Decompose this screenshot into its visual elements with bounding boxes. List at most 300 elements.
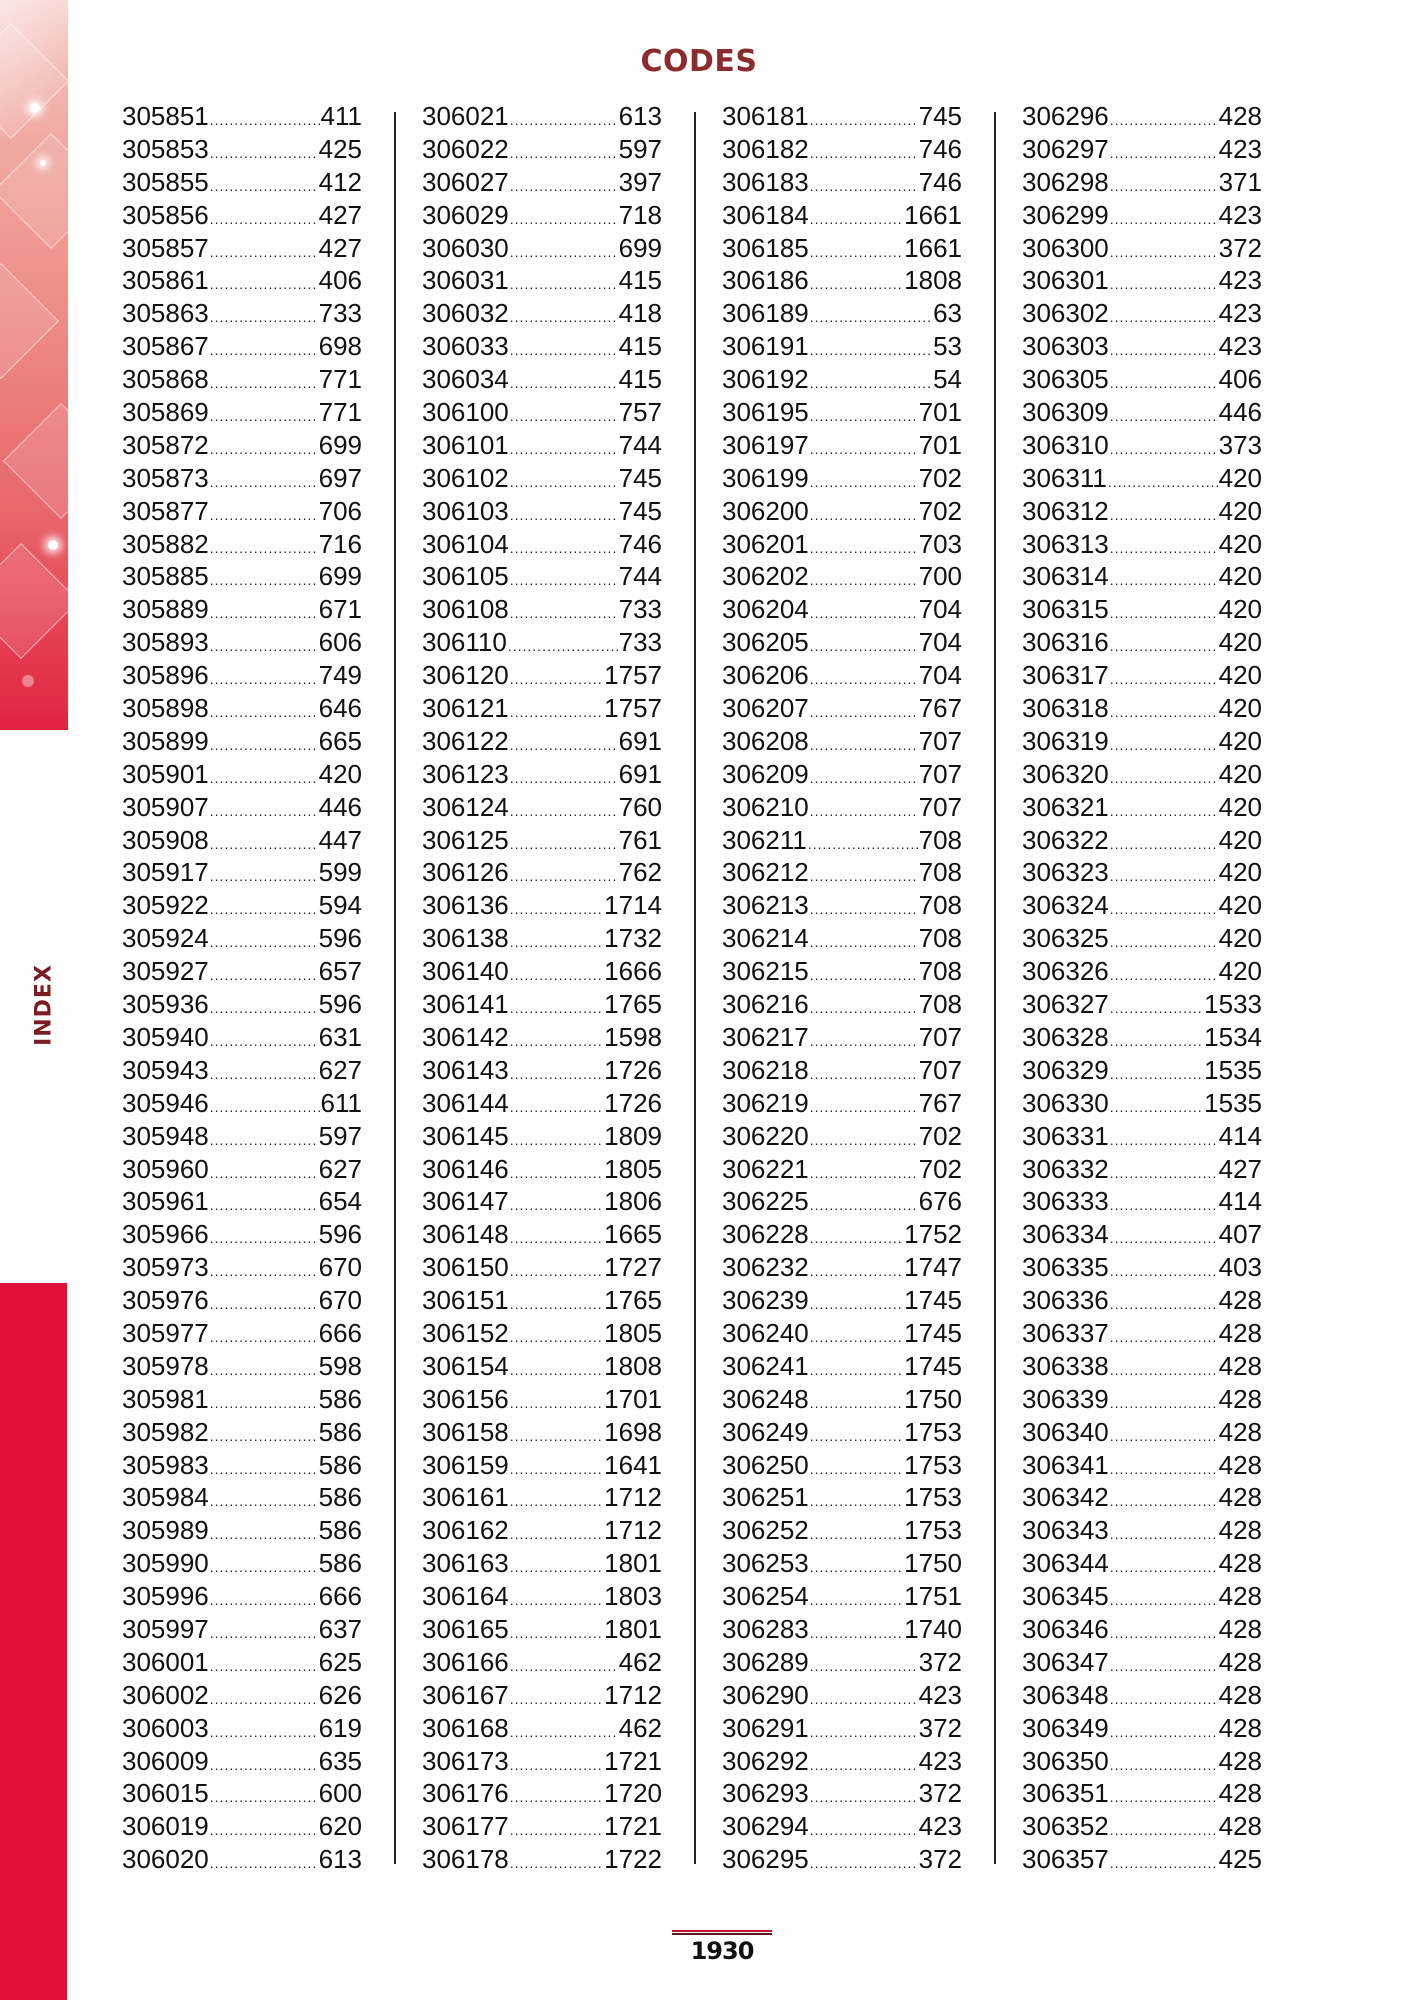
- product-code: 306320: [1022, 758, 1109, 789]
- index-entry: [722, 1350, 962, 1383]
- dot-leader: [210, 104, 320, 133]
- index-entry: [422, 1317, 662, 1350]
- product-code: 306101: [422, 429, 509, 460]
- index-entry: [422, 100, 662, 133]
- product-code: 305936: [122, 989, 209, 1020]
- page-reference: 1712: [604, 1515, 662, 1546]
- dot-leader: [1110, 959, 1218, 988]
- dot-leader: [210, 1683, 318, 1712]
- dot-leader: [510, 795, 618, 824]
- index-entry: [422, 1350, 662, 1383]
- page-reference: 428: [1218, 1449, 1262, 1480]
- index-entry: [722, 692, 962, 725]
- index-entry: [1022, 659, 1262, 692]
- product-code: 306345: [1022, 1581, 1109, 1612]
- page-number: 1930: [690, 1937, 754, 1965]
- dot-leader: [1110, 762, 1218, 791]
- product-code: 306241: [722, 1350, 809, 1381]
- decorative-light-dot: [40, 160, 46, 166]
- product-code: 306147: [422, 1186, 509, 1217]
- index-entry: [1022, 264, 1262, 297]
- index-entry: [1022, 1777, 1262, 1810]
- product-code: 306309: [1022, 397, 1109, 428]
- dot-leader: [810, 1124, 918, 1153]
- index-entry: [422, 1449, 662, 1482]
- page-reference: 423: [918, 1745, 962, 1776]
- dot-leader: [510, 137, 618, 166]
- dot-leader: [810, 532, 918, 561]
- product-code: 306327: [1022, 989, 1109, 1020]
- index-entry: [122, 1679, 362, 1712]
- index-entry: [422, 133, 662, 166]
- product-code: 306001: [122, 1646, 209, 1677]
- dot-leader: [510, 762, 618, 791]
- page-reference: 415: [618, 364, 662, 395]
- dot-leader: [510, 1157, 603, 1186]
- index-entry: [122, 1218, 362, 1251]
- index-entry: [422, 1646, 662, 1679]
- page-reference: 1661: [904, 199, 962, 230]
- product-code: 306212: [722, 857, 809, 888]
- product-code: 305997: [122, 1613, 209, 1644]
- product-code: 306217: [722, 1021, 809, 1052]
- product-code: 305896: [122, 660, 209, 691]
- index-entry: [122, 856, 362, 889]
- page-reference: 670: [318, 1285, 362, 1316]
- dot-leader: [810, 236, 903, 265]
- page-reference: 666: [318, 1317, 362, 1348]
- index-entry: [1022, 1218, 1262, 1251]
- product-code: 306032: [422, 298, 509, 329]
- index-entry: [122, 593, 362, 626]
- page-reference: 597: [618, 133, 662, 164]
- product-code: 305961: [122, 1186, 209, 1217]
- dot-leader: [1110, 1814, 1218, 1843]
- index-entry: [122, 1021, 362, 1054]
- page-reference: 1720: [604, 1778, 662, 1809]
- dot-leader: [210, 1387, 318, 1416]
- dot-leader: [1110, 564, 1218, 593]
- dot-leader: [210, 729, 318, 758]
- page-reference: 1666: [604, 956, 662, 987]
- index-entry: [422, 659, 662, 692]
- page-reference: 447: [318, 824, 362, 855]
- page-reference: 1661: [904, 232, 962, 263]
- dot-leader: [210, 1189, 318, 1218]
- index-entry: [122, 100, 362, 133]
- product-code: 306351: [1022, 1778, 1109, 1809]
- page-reference: 1714: [604, 890, 662, 921]
- index-entry: [722, 1514, 962, 1547]
- dot-leader: [1110, 1222, 1218, 1251]
- page-reference: 1712: [604, 1482, 662, 1513]
- page-reference: 716: [318, 528, 362, 559]
- product-code: 306312: [1022, 495, 1109, 526]
- index-entry: [422, 988, 662, 1021]
- index-entry: [722, 100, 962, 133]
- product-code: 306146: [422, 1153, 509, 1184]
- product-code: 306021: [422, 101, 509, 131]
- index-entry: [1022, 396, 1262, 429]
- dot-leader: [510, 1091, 603, 1120]
- page-reference: 372: [918, 1646, 962, 1677]
- page-reference: 446: [318, 791, 362, 822]
- page-reference: 665: [318, 725, 362, 756]
- index-entry: [1022, 1547, 1262, 1580]
- product-code: 306110: [422, 627, 507, 658]
- product-code: 306305: [1022, 364, 1109, 395]
- page-reference: 1753: [904, 1449, 962, 1480]
- product-code: 305966: [122, 1219, 209, 1250]
- product-code: 306326: [1022, 956, 1109, 987]
- page-reference: 428: [1218, 1811, 1262, 1842]
- product-code: 306248: [722, 1383, 809, 1414]
- product-code: 306168: [422, 1712, 509, 1743]
- dot-leader: [1110, 532, 1218, 561]
- product-code: 306314: [1022, 561, 1109, 592]
- dot-leader: [210, 137, 318, 166]
- dot-leader: [810, 203, 903, 232]
- dot-leader: [1110, 268, 1218, 297]
- dot-leader: [510, 466, 618, 495]
- index-entry: [122, 659, 362, 692]
- dot-leader: [810, 1814, 918, 1843]
- dot-leader: [810, 926, 918, 955]
- dot-leader: [1110, 1189, 1218, 1218]
- dot-leader: [510, 170, 618, 199]
- dot-leader: [510, 1420, 603, 1449]
- page-reference: 745: [918, 101, 962, 131]
- index-entry: [422, 528, 662, 561]
- product-code: 306122: [422, 725, 509, 756]
- page-reference: 420: [1218, 791, 1262, 822]
- product-code: 306138: [422, 923, 509, 954]
- index-entry: [722, 199, 962, 232]
- page-reference: 670: [318, 1252, 362, 1283]
- dot-leader: [210, 170, 318, 199]
- page-reference: 420: [1218, 660, 1262, 691]
- index-entry: [122, 824, 362, 857]
- index-entry: [1022, 495, 1262, 528]
- index-entry: [722, 1481, 962, 1514]
- dot-leader: [810, 1025, 918, 1054]
- index-entry: [1022, 462, 1262, 495]
- product-code: 306142: [422, 1021, 509, 1052]
- page-reference: 1698: [604, 1416, 662, 1447]
- dot-leader: [1110, 1091, 1203, 1120]
- index-entry: [422, 396, 662, 429]
- index-entry: [722, 1087, 962, 1120]
- product-code: 305917: [122, 857, 209, 888]
- product-code: 306177: [422, 1811, 509, 1842]
- dot-leader: [510, 499, 618, 528]
- page-reference: 1765: [604, 1285, 662, 1316]
- index-entry: [722, 791, 962, 824]
- product-code: 306015: [122, 1778, 209, 1809]
- dot-leader: [210, 630, 318, 659]
- page-reference: 708: [918, 923, 962, 954]
- product-code: 306239: [722, 1285, 809, 1316]
- dot-leader: [510, 1650, 618, 1679]
- page-reference: 700: [918, 561, 962, 592]
- index-entry: [122, 1646, 362, 1679]
- page-reference: 637: [318, 1613, 362, 1644]
- dot-leader: [210, 1584, 318, 1613]
- product-code: 306240: [722, 1317, 809, 1348]
- product-code: 306283: [722, 1613, 809, 1644]
- product-code: 306219: [722, 1087, 809, 1118]
- page-reference: 701: [918, 397, 962, 428]
- dot-leader: [1110, 663, 1218, 692]
- product-code: 306034: [422, 364, 509, 395]
- page-reference: 1726: [604, 1054, 662, 1085]
- product-code: 305899: [122, 725, 209, 756]
- page-reference: 415: [618, 331, 662, 362]
- page-reference: 411: [320, 101, 362, 131]
- page-reference: 676: [918, 1186, 962, 1217]
- dot-leader: [210, 893, 318, 922]
- page-reference: 423: [1218, 199, 1262, 230]
- dot-leader: [810, 1157, 918, 1186]
- dot-leader: [1110, 1518, 1218, 1547]
- index-entry: [422, 1712, 662, 1745]
- product-code: 306105: [422, 561, 509, 592]
- dot-leader: [808, 828, 918, 857]
- product-code: 306186: [722, 265, 809, 296]
- page-reference: 733: [318, 298, 362, 329]
- index-entry: [422, 1679, 662, 1712]
- index-entry: [422, 1054, 662, 1087]
- dot-leader: [810, 499, 918, 528]
- page-reference: 423: [1218, 265, 1262, 296]
- product-code: 306206: [722, 660, 809, 691]
- page-reference: 1801: [604, 1613, 662, 1644]
- product-code: 305868: [122, 364, 209, 395]
- product-code: 306216: [722, 989, 809, 1020]
- dot-leader: [510, 729, 618, 758]
- index-entry: [122, 1054, 362, 1087]
- page-reference: 428: [1218, 1548, 1262, 1579]
- page-reference: 1747: [904, 1252, 962, 1283]
- index-entry: [122, 988, 362, 1021]
- index-entry: [122, 429, 362, 462]
- dot-leader: [1110, 236, 1218, 265]
- index-entry: [122, 199, 362, 232]
- dot-leader: [1110, 1288, 1218, 1317]
- dot-leader: [1110, 1617, 1218, 1646]
- index-entry: [1022, 1120, 1262, 1153]
- page-reference: 423: [1218, 298, 1262, 329]
- page-reference: 586: [318, 1383, 362, 1414]
- dot-leader: [810, 1255, 903, 1284]
- index-entry: [722, 1843, 962, 1876]
- product-code: 306208: [722, 725, 809, 756]
- index-entry: [722, 1317, 962, 1350]
- dot-leader: [1110, 367, 1218, 396]
- product-code: 306143: [422, 1054, 509, 1085]
- dot-leader: [210, 203, 318, 232]
- product-code: 306310: [1022, 429, 1109, 460]
- index-column-4: [1022, 100, 1262, 1876]
- product-code: 306151: [422, 1285, 509, 1316]
- index-entry: [722, 955, 962, 988]
- index-entry: [1022, 1317, 1262, 1350]
- dot-leader: [510, 926, 603, 955]
- index-entry: [422, 363, 662, 396]
- dot-leader: [210, 992, 318, 1021]
- product-code: 306189: [722, 298, 809, 329]
- index-entry: [722, 297, 962, 330]
- dot-leader: [210, 1420, 318, 1449]
- dot-leader: [810, 170, 918, 199]
- index-entry: [422, 1218, 662, 1251]
- page-reference: 423: [1218, 331, 1262, 362]
- index-entry: [122, 560, 362, 593]
- page-reference: 598: [318, 1350, 362, 1381]
- page-reference: 1732: [604, 923, 662, 954]
- dot-leader: [1110, 1387, 1218, 1416]
- product-code: 306342: [1022, 1482, 1109, 1513]
- page-reference: 414: [1218, 1186, 1262, 1217]
- product-code: 306346: [1022, 1613, 1109, 1644]
- index-entry: [122, 1810, 362, 1843]
- product-code: 306347: [1022, 1646, 1109, 1677]
- product-code: 306200: [722, 495, 809, 526]
- page-reference: 420: [1218, 693, 1262, 724]
- index-entry: [122, 396, 362, 429]
- dot-leader: [510, 1617, 603, 1646]
- page-reference: 586: [318, 1548, 362, 1579]
- index-entry: [722, 889, 962, 922]
- page-reference: 446: [1218, 397, 1262, 428]
- dot-leader: [1110, 334, 1218, 363]
- index-entry: [722, 1745, 962, 1778]
- dot-leader: [810, 1189, 918, 1218]
- page-reference: 1726: [604, 1087, 662, 1118]
- page-reference: 428: [1218, 1482, 1262, 1513]
- dot-leader: [1110, 729, 1218, 758]
- index-entry: [722, 330, 962, 363]
- index-entry: [1022, 1745, 1262, 1778]
- index-entry: [422, 1251, 662, 1284]
- index-entry: [122, 462, 362, 495]
- page-reference: 707: [918, 791, 962, 822]
- dot-leader: [210, 433, 318, 462]
- index-entry: [1022, 1054, 1262, 1087]
- dot-leader: [510, 1058, 603, 1087]
- page-reference: 704: [918, 594, 962, 625]
- product-code: 305901: [122, 758, 209, 789]
- dot-leader: [1110, 1683, 1218, 1712]
- page-reference: 733: [618, 627, 662, 658]
- dot-leader: [510, 1847, 603, 1876]
- page-reference: 1745: [904, 1285, 962, 1316]
- page-reference: 1809: [604, 1120, 662, 1151]
- page-reference: 757: [618, 397, 662, 428]
- product-code: 306334: [1022, 1219, 1109, 1250]
- product-code: 306003: [122, 1712, 209, 1743]
- dot-leader: [510, 1814, 603, 1843]
- product-code: 306141: [422, 989, 509, 1020]
- page-reference: 708: [918, 989, 962, 1020]
- dot-leader: [508, 630, 618, 659]
- page-reference: 1721: [604, 1811, 662, 1842]
- index-entry: [1022, 330, 1262, 363]
- page-reference: 420: [1218, 495, 1262, 526]
- page-reference: 1722: [604, 1844, 662, 1875]
- page-reference: 626: [318, 1679, 362, 1710]
- product-code: 305872: [122, 429, 209, 460]
- product-code: 306144: [422, 1087, 509, 1118]
- index-entry: [1022, 1646, 1262, 1679]
- product-code: 305940: [122, 1021, 209, 1052]
- dot-leader: [810, 1551, 903, 1580]
- dot-leader: [510, 334, 618, 363]
- page-reference: 1805: [604, 1317, 662, 1348]
- dot-leader: [510, 400, 618, 429]
- index-entry: [422, 1153, 662, 1186]
- dot-leader: [1110, 1124, 1218, 1153]
- index-entry: [422, 560, 662, 593]
- product-code: 305982: [122, 1416, 209, 1447]
- product-code: 306313: [1022, 528, 1109, 559]
- dot-leader: [510, 1387, 603, 1416]
- index-entry: [1022, 297, 1262, 330]
- page-reference: 1751: [904, 1581, 962, 1612]
- product-code: 306316: [1022, 627, 1109, 658]
- product-code: 306126: [422, 857, 509, 888]
- index-entry: [722, 1810, 962, 1843]
- dot-leader: [1110, 1255, 1218, 1284]
- product-code: 306302: [1022, 298, 1109, 329]
- index-entry: [422, 1810, 662, 1843]
- product-code: 306159: [422, 1449, 509, 1480]
- product-code: 306195: [722, 397, 809, 428]
- dot-leader: [810, 729, 918, 758]
- dot-leader: [510, 828, 618, 857]
- product-code: 305856: [122, 199, 209, 230]
- index-entry: [722, 429, 962, 462]
- page-reference: 704: [918, 627, 962, 658]
- product-code: 305857: [122, 232, 209, 263]
- page-reference: 708: [918, 956, 962, 987]
- page-reference: 594: [318, 890, 362, 921]
- product-code: 305907: [122, 791, 209, 822]
- dot-leader: [210, 1354, 318, 1383]
- dot-leader: [1110, 1485, 1218, 1514]
- page-reference: 586: [318, 1482, 362, 1513]
- index-entry: [722, 659, 962, 692]
- page-reference: 627: [318, 1153, 362, 1184]
- page-reference: 613: [318, 1844, 362, 1875]
- page-reference: 1727: [604, 1252, 662, 1283]
- page-reference: 762: [618, 857, 662, 888]
- page-reference: 702: [918, 495, 962, 526]
- index-entry: [1022, 1087, 1262, 1120]
- product-code: 306228: [722, 1219, 809, 1250]
- index-entry: [122, 297, 362, 330]
- page-reference: 613: [618, 101, 662, 131]
- page-reference: 423: [918, 1811, 962, 1842]
- product-code: 306300: [1022, 232, 1109, 263]
- page-reference: 428: [1218, 1285, 1262, 1316]
- side-accent-band: [0, 1283, 67, 2000]
- page-reference: 1740: [904, 1613, 962, 1644]
- page-reference: 1533: [1204, 989, 1262, 1020]
- dot-leader: [210, 268, 318, 297]
- dot-leader: [1110, 992, 1203, 1021]
- index-entry: [1022, 528, 1262, 561]
